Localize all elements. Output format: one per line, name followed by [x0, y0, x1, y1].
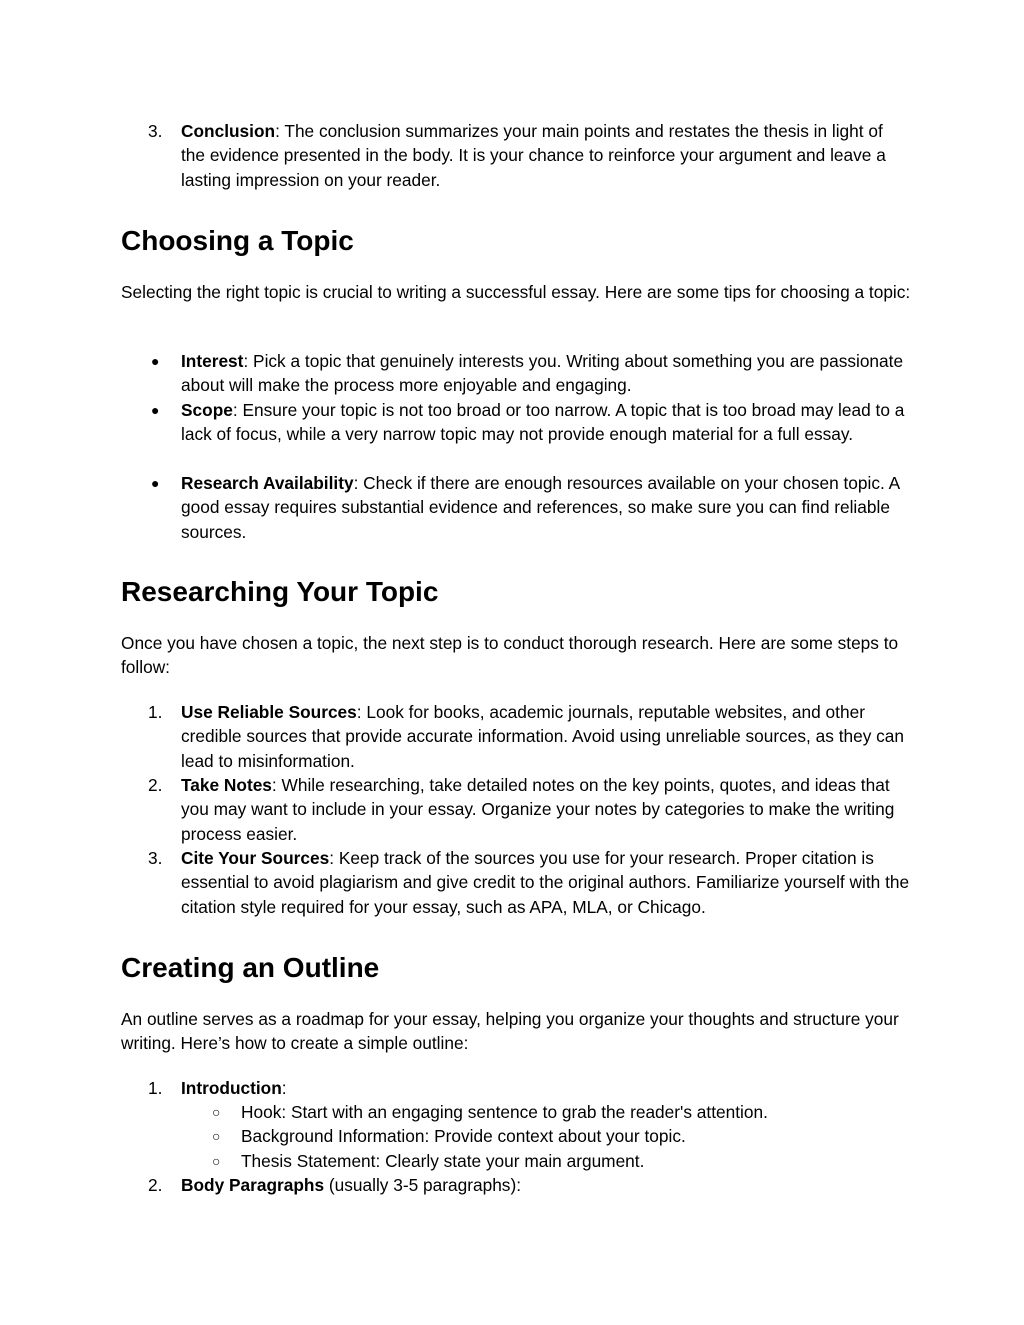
circle-bullet-icon: ○ — [212, 1128, 221, 1144]
sub-list-item-text: Hook: Start with an engaging sentence to grab the reader's attention. — [241, 1102, 768, 1122]
section-heading-creating-outline: Creating an Outline — [121, 952, 380, 983]
list-item-text: (usually 3-5 paragraphs): — [324, 1175, 522, 1195]
list-item-term: Introduction — [181, 1078, 282, 1098]
sub-list-item-text: Thesis Statement: Clearly state your main argument. — [241, 1151, 645, 1171]
list-item-text: : While researching, take detailed notes on the key points, quotes, and ideas that you may want to include in your essay. Organize your notes by categories to make the writing process easier. — [181, 775, 895, 844]
section-heading-researching-topic: Researching Your Topic — [121, 576, 439, 607]
list-item-term: Use Reliable Sources — [181, 702, 357, 722]
list-number: 3. — [148, 848, 163, 868]
list-number: 3. — [148, 121, 163, 141]
sub-list-item-hook — [212, 1100, 911, 1124]
list-item-text: : Check if there are enough resources available on your chosen topic. A good essay requires substantial evidence and references, so make sure you can find reliable sources. — [181, 473, 900, 542]
list-item-text: : Ensure your topic is not too broad or too narrow. A topic that is too broad may lead to a lack of focus, while a very narrow topic may not provide enough material for a full essay. — [181, 400, 905, 445]
list-item-take-notes — [148, 773, 911, 846]
sub-list-item-text: Background Information: Provide context about your topic. — [241, 1126, 686, 1146]
sub-list-item-thesis — [212, 1149, 911, 1173]
list-number: 1. — [148, 702, 163, 722]
list-item-cite-your-sources — [148, 846, 911, 919]
list-item-text: : Keep track of the sources you use for your research. Proper citation is essential to avoid plagiarism and give credit to the original authors. Familiarize yourself with the citation style required for your essay, such as APA, MLA, or Chicago. — [181, 848, 910, 917]
list-number: 1. — [148, 1078, 163, 1098]
list-item-text: : Look for books, academic journals, reputable websites, and other credible sources that provide accurate information. Avoid using unreliable sources, as they can lead to misinformation. — [181, 702, 905, 771]
list-item-body-paragraphs — [148, 1173, 911, 1197]
list-item-interest — [151, 349, 911, 398]
list-item-term: Cite Your Sources — [181, 848, 330, 868]
list-item-introduction — [148, 1076, 911, 1100]
list-item-text: : Pick a topic that genuinely interests you. Writing about something you are passionate about will make the process more enjoyable and engaging. — [181, 351, 904, 396]
list-number: 2. — [148, 775, 163, 795]
bullet-icon: ● — [151, 402, 160, 418]
list-item-term: Body Paragraphs — [181, 1175, 325, 1195]
list-item-scope — [151, 398, 911, 447]
list-item-use-reliable-sources — [148, 700, 911, 773]
list-item-term: Scope — [181, 400, 233, 420]
section-intro-choosing-topic: Selecting the right topic is crucial to writing a successful essay. Here are some tips for choosing a topic: — [121, 282, 911, 302]
circle-bullet-icon: ○ — [212, 1104, 221, 1120]
bullet-icon: ● — [151, 475, 160, 491]
list-item-text: : The conclusion summarizes your main points and restates the thesis in light of the evidence presented in the body. It is your chance to reinforce your argument and leave a lasting impression on your reader. — [181, 121, 886, 190]
sub-list-item-background — [212, 1124, 911, 1148]
section-heading-choosing-topic: Choosing a Topic — [121, 225, 354, 256]
list-item-term: Research Availability — [181, 473, 354, 493]
list-item-conclusion — [148, 119, 911, 192]
list-number: 2. — [148, 1175, 163, 1195]
section-intro-researching-topic: Once you have chosen a topic, the next step is to conduct thorough research. Here are some steps to follow: — [121, 633, 899, 678]
list-item-term: Conclusion — [181, 121, 276, 141]
list-item-research-availability — [151, 471, 911, 544]
list-item-term: Take Notes — [181, 775, 272, 795]
list-item-text: : — [281, 1078, 287, 1098]
bullet-icon: ● — [151, 353, 160, 369]
list-item-term: Interest — [181, 351, 244, 371]
circle-bullet-icon: ○ — [212, 1153, 221, 1169]
section-intro-creating-outline: An outline serves as a roadmap for your essay, helping you organize your thoughts and structure your writing. Here’s how to create a simple outline: — [121, 1009, 899, 1054]
